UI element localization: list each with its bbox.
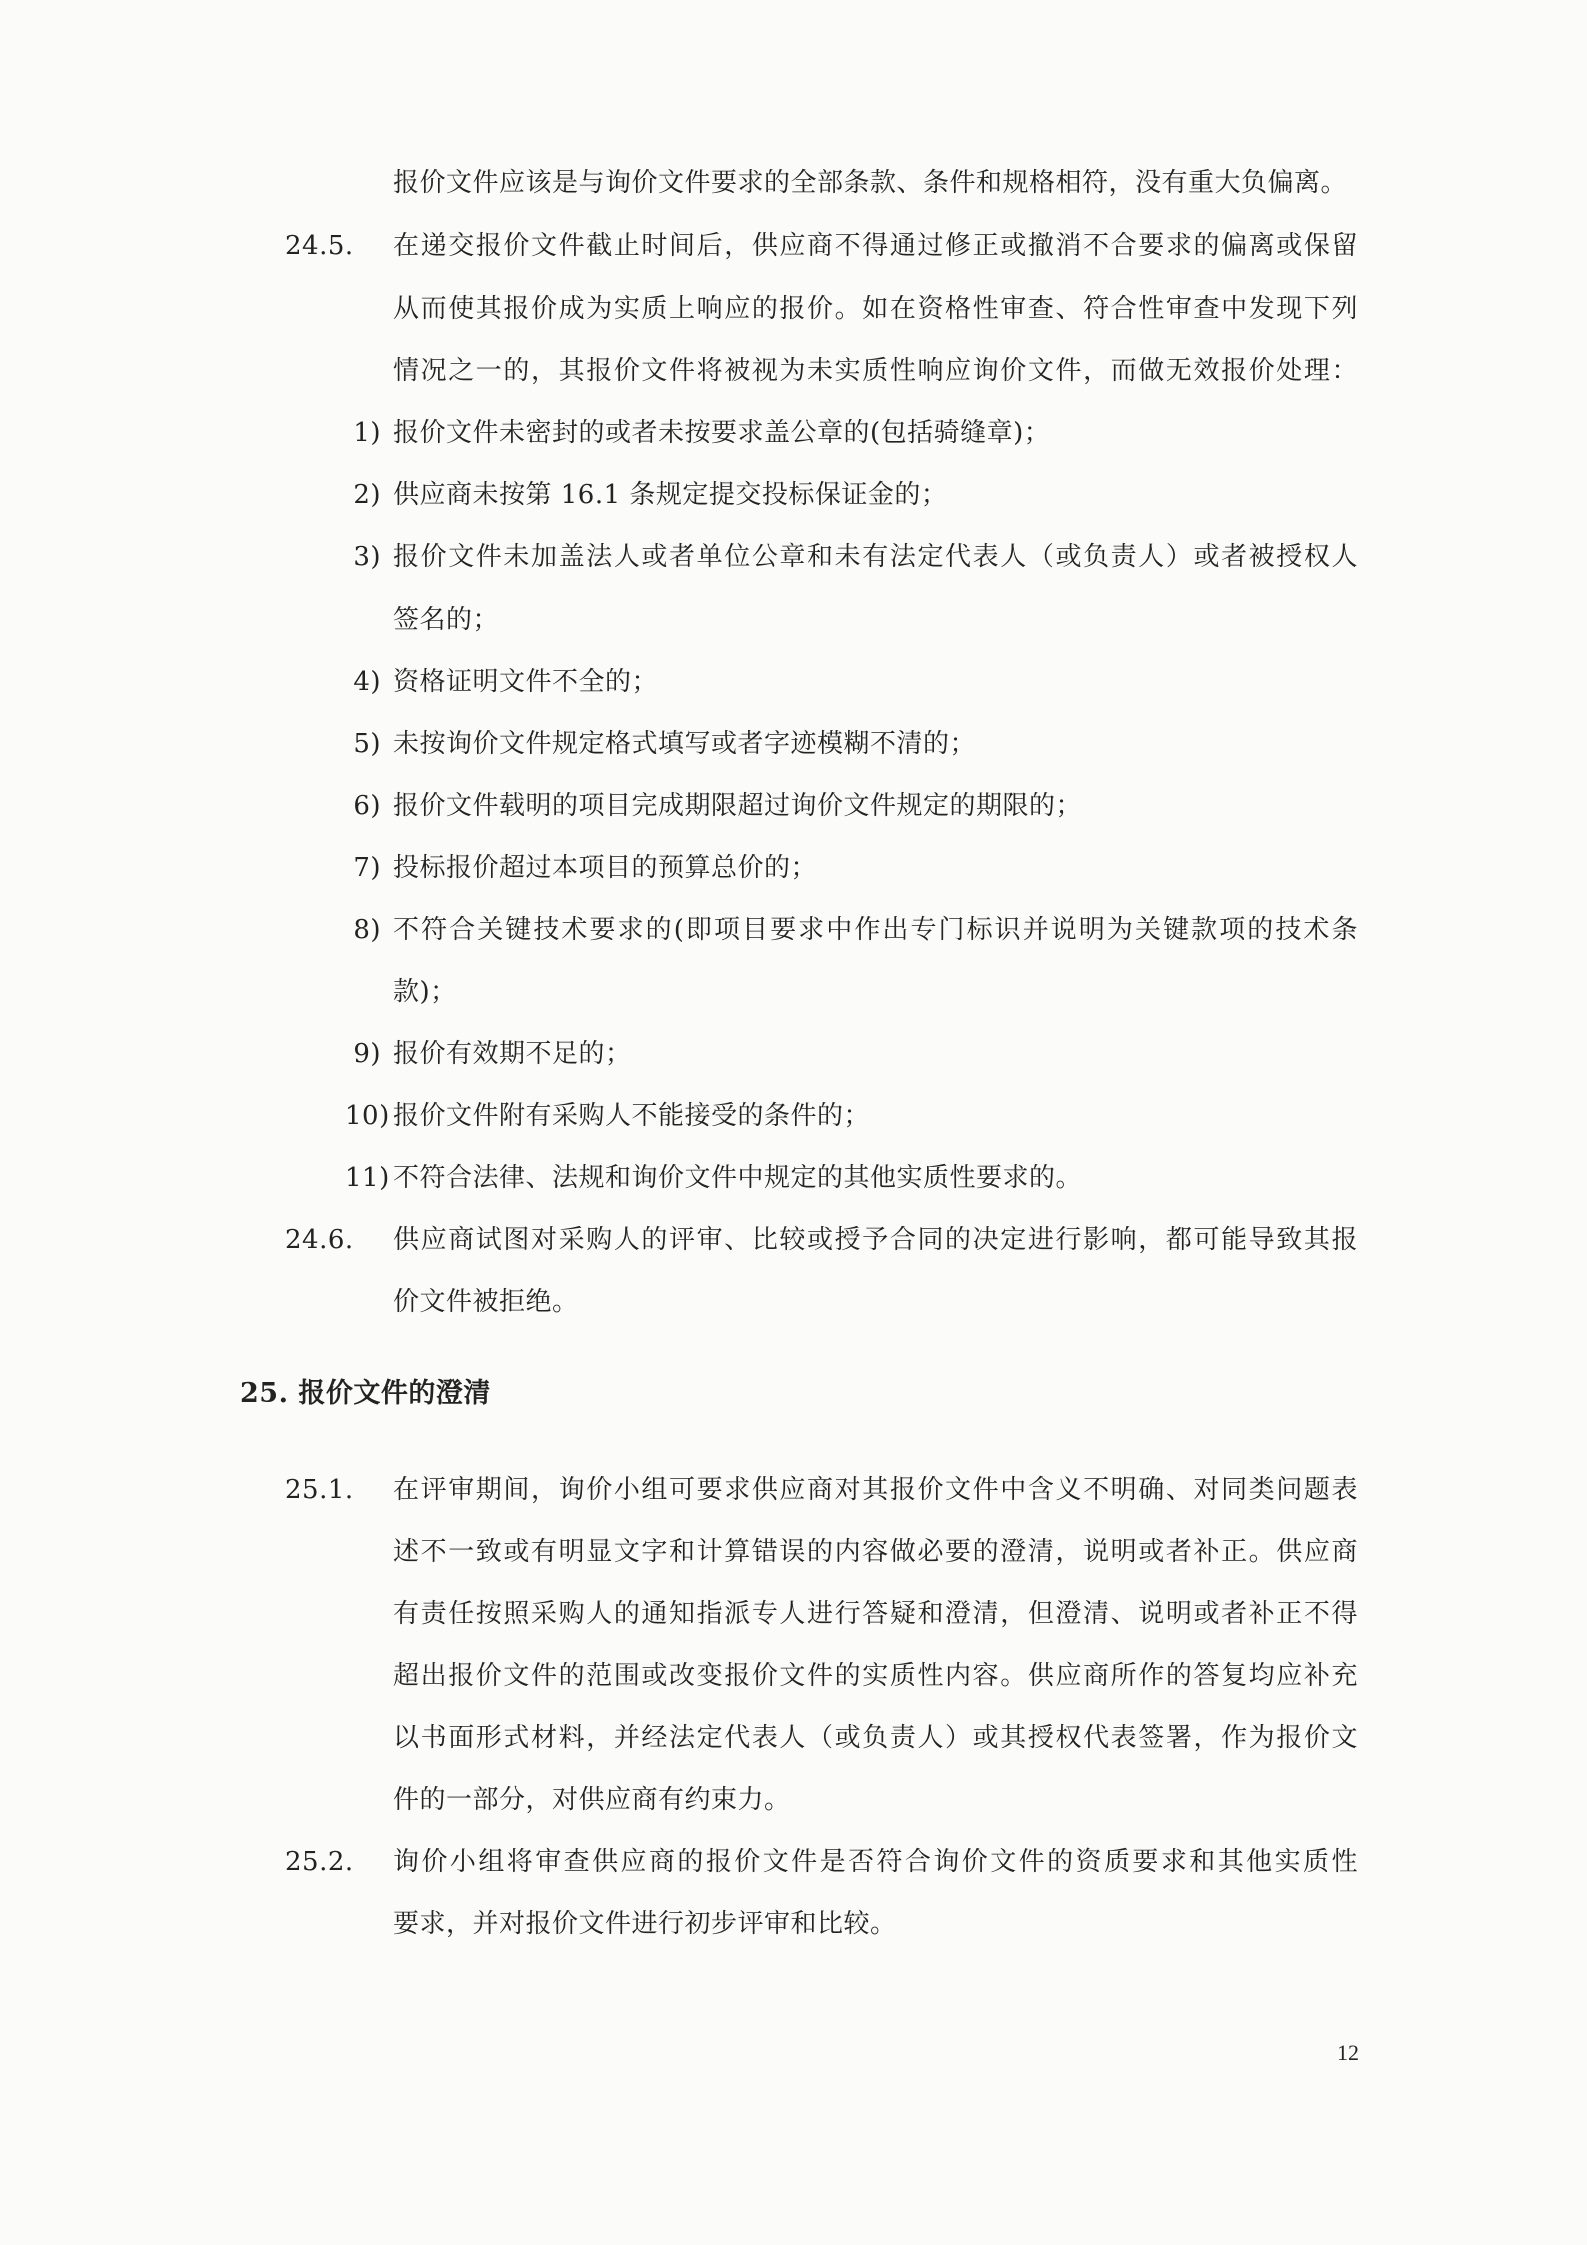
list-item: 报价文件未密封的或者未按要求盖公章的(包括骑缝章)； [393,418,1051,448]
paragraph-line: 情况之一的，其报价文件将被视为未实质性响应询价文件，而做无效报价处理： [393,356,1358,386]
list-item: 报价文件未加盖法人或者单位公章和未有法定代表人（或负责人）或者被授权人 [393,542,1358,572]
paragraph-line: 件的一部分，对供应商有约束力。 [393,1785,791,1815]
paragraph-line: 从而使其报价成为实质上响应的报价。如在资格性审查、符合性审查中发现下列 [393,294,1358,324]
list-item: 报价文件载明的项目完成期限超过询价文件规定的期限的； [393,791,1083,821]
list-item-number: 9) [353,1039,381,1069]
list-item: 投标报价超过本项目的预算总价的； [393,853,818,883]
list-item: 报价有效期不足的； [393,1039,632,1069]
list-item-number: 10) [345,1101,390,1131]
clause-number: 25.1. [285,1475,354,1505]
list-item: 不符合关键技术要求的(即项目要求中作出专门标识并说明为关键款项的技术条 [393,915,1358,945]
clause-number: 24.5. [285,231,354,261]
list-item-number: 7) [353,853,381,883]
paragraph-line: 述不一致或有明显文字和计算错误的内容做必要的澄清，说明或者补正。供应商 [393,1537,1358,1567]
page-number: 12 [1337,2040,1359,2065]
paragraph-line: 询价小组将审查供应商的报价文件是否符合询价文件的资质要求和其他实质性 [393,1847,1358,1877]
list-item-number: 4) [353,667,381,697]
list-item-number: 11) [345,1163,390,1193]
paragraph-line: 超出报价文件的范围或改变报价文件的实质性内容。供应商所作的答复均应补充 [393,1661,1358,1691]
paragraph-line: 价文件被拒绝。 [393,1287,579,1317]
list-item-number: 3) [353,542,381,572]
list-item: 报价文件附有采购人不能接受的条件的； [393,1101,871,1131]
paragraph-line: 以书面形式材料，并经法定代表人（或负责人）或其授权代表签署，作为报价文 [393,1723,1358,1753]
list-item: 未按询价文件规定格式填写或者字迹模糊不清的； [393,729,977,759]
list-item: 资格证明文件不全的； [393,667,659,697]
list-item-number: 8) [353,915,381,945]
section-heading: 25. 报价文件的澄清 [240,1378,491,1409]
list-item-number: 5) [353,729,381,759]
list-item: 不符合法律、法规和询价文件中规定的其他实质性要求的。 [393,1163,1083,1193]
paragraph-line: 报价文件应该是与询价文件要求的全部条款、条件和规格相符，没有重大负偏离。 [393,168,1348,198]
list-item-continued: 签名的； [393,605,500,635]
paragraph-line: 在评审期间，询价小组可要求供应商对其报价文件中含义不明确、对同类问题表 [393,1475,1358,1505]
list-item-continued: 款)； [393,977,457,1007]
paragraph-line: 供应商试图对采购人的评审、比较或授予合同的决定进行影响，都可能导致其报 [393,1225,1358,1255]
clause-number: 25.2. [285,1847,354,1877]
paragraph-line: 要求，并对报价文件进行初步评审和比较。 [393,1909,897,1939]
paragraph-line: 有责任按照采购人的通知指派专人进行答疑和澄清，但澄清、说明或者补正不得 [393,1599,1358,1629]
list-item-number: 2) [353,480,381,510]
list-item-number: 6) [353,791,381,821]
list-item-number: 1) [353,418,381,448]
list-item: 供应商未按第 16.1 条规定提交投标保证金的； [393,480,948,510]
paragraph-line: 在递交报价文件截止时间后，供应商不得通过修正或撤消不合要求的偏离或保留 [393,231,1358,261]
clause-number: 24.6. [285,1225,354,1255]
